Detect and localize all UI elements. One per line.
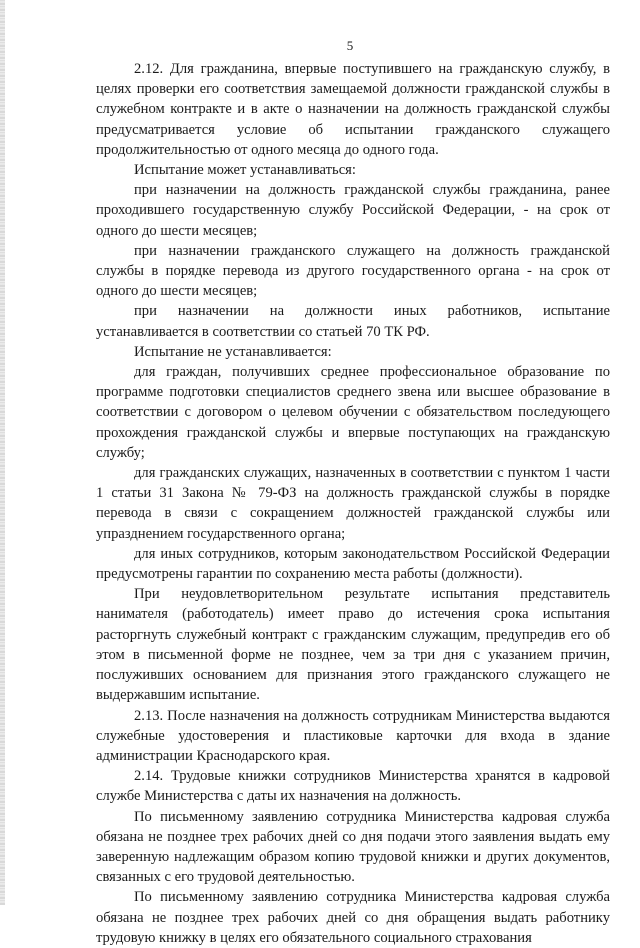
paragraph-trial-other-workers: при назначении на должности иных работников, испытание устанавливается в соответствии со статьей 70 ТК РФ.	[96, 303, 610, 340]
paragraph-trial-transfer: при назначении гражданского служащего на должность гражданской службы в порядке перевода из другого государственного органа - на срок от одного до шести месяцев;	[96, 242, 610, 300]
paragraph-2-13: 2.13. После назначения на должность сотрудникам Министерства выдаются служебные удостоверения и пластиковые карточки для входа в здание администрации Краснодарского края.	[96, 707, 610, 764]
paragraph-trial-may-be-set: Испытание может устанавливаться:	[134, 162, 356, 179]
paragraph-no-trial-guarantees: для иных сотрудников, которым законодательством Российской Федерации предусмотрены гарантии по сохранению места работы (должности).	[96, 545, 610, 583]
paragraph-2-12: 2.12. Для гражданина, впервые поступившего на гражданскую службу, в целях проверки его соответствия замещаемой должности гражданской службы в служебном контракте и в акте о назначении на должность гражданской службы предусматривается условие об испытании гражданского служащего продолжительностью от одного месяца до одного года.	[96, 61, 610, 158]
paragraph-trial-former-civil-servant: при назначении на должность гражданской службы гражданина, ранее проходившего государственную службу Российской Федерации, - на срок от одного до шести месяцев;	[96, 182, 610, 239]
paragraph-2-14: 2.14. Трудовые книжки сотрудников Министерства хранятся в кадровой службе Министерства с даты их назначения на должность.	[96, 768, 610, 805]
paragraph-no-trial-targeted-education: для граждан, получивших среднее профессиональное образование по программе подготовки специалистов среднего звена или высшее образование в соответствии с договором о целевом обучении с обязательством последующего прохождения гражданской службы и впервые поступающих на гражданскую службу;	[96, 364, 610, 461]
paragraph-unsatisfactory-result: При неудовлетворительном результате испытания представитель нанимателя (работодатель) имеет право до истечения срока испытания расторгнуть служебный контракт с гражданским служащим, предупредив его об этом в письменной форме не позднее, чем за три дня с указанием причин, послуживших основанием для признания этого гражданского служащего не выдержавшим испытание.	[96, 586, 610, 704]
paragraph-no-trial-reduction: для гражданских служащих, назначенных в соответствии с пунктом 1 части 1 статьи 31 Закона № 79-ФЗ на должность гражданской службы в порядке перевода в связи с сокращением должностей гражданской службы или упразднением государственного органа;	[96, 465, 610, 542]
scan-edge	[0, 0, 5, 905]
page-number: 5	[346, 38, 354, 53]
document-body	[96, 59, 610, 948]
paragraph-copy-work-book: По письменному заявлению сотрудника Министерства кадровая служба обязана не позднее трех рабочих дней со дня подачи этого заявления выдать ему заверенную надлежащим образом копию трудовой книжки и других документов, связанных с его трудовой деятельностью.	[96, 808, 610, 886]
paragraph-issue-work-book: По письменному заявлению сотрудника Министерства кадровая служба обязана не позднее трех рабочих дней со дня обращения выдать работнику трудовую книжку в целях его обязательного социального страхования	[96, 889, 610, 946]
paragraph-trial-not-set: Испытание не устанавливается:	[134, 343, 332, 360]
